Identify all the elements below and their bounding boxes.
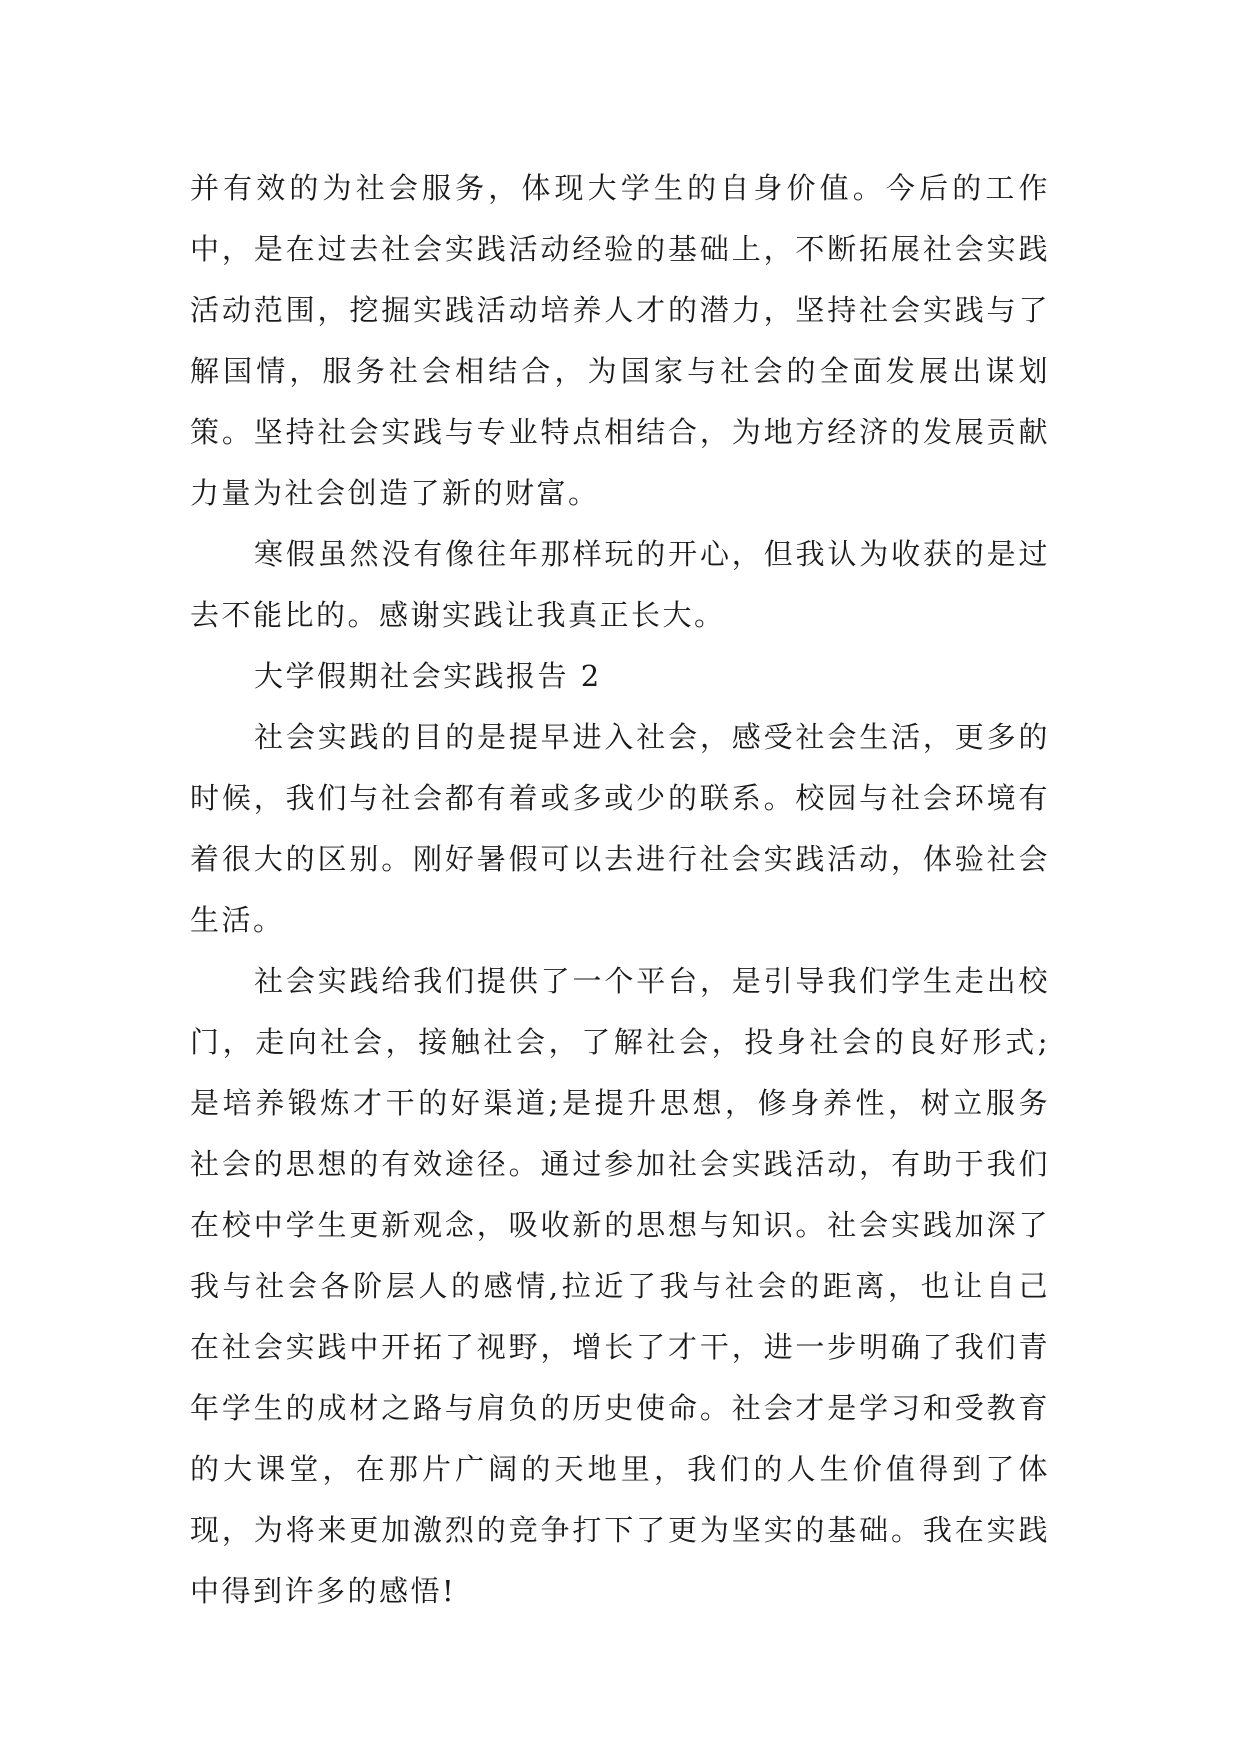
document-body: [190, 158, 1050, 1622]
paragraph-winter-break: 寒假虽然没有像往年那样玩的开心，但我认为收获的是过去不能比的。感谢实践让我真正长大。: [190, 537, 1050, 632]
section-heading: 大学假期社会实践报告 2: [254, 659, 602, 693]
paragraph-platform: 社会实践给我们提供了一个平台，是引导我们学生走出校门，走向社会，接触社会，了解社会，投身社会的良好形式;是培养锻炼才干的好渠道;是提升思想，修身养性，树立服务社会的思想的有效途径。通过参加社会实践活动，有助于我们在校中学生更新观念，吸收新的思想与知识。社会实践加深了我与社会各阶层人的感情,拉近了我与社会的距离，也让自己在社会实践中开拓了视野，增长了才干，进一步明确了我们青年学生的成材之路与肩负的历史使命。社会才是学习和受教育的大课堂，在那片广阔的天地里，我们的人生价值得到了体现，为将来更加激烈的竞争打下了更为坚实的基础。我在实践中得到许多的感悟!: [190, 964, 1050, 1608]
paragraph-continuation: 并有效的为社会服务，体现大学生的自身价值。今后的工作中，是在过去社会实践活动经验的基础上，不断拓展社会实践活动范围，挖掘实践活动培养人才的潜力，坚持社会实践与了解国情，服务社会相结合，为国家与社会的全面发展出谋划策。坚持社会实践与专业特点相结合，为地方经济的发展贡献力量为社会创造了新的财富。: [190, 171, 1050, 510]
paragraph-purpose: 社会实践的目的是提早进入社会，感受社会生活，更多的时候，我们与社会都有着或多或少的联系。校园与社会环境有着很大的区别。刚好暑假可以去进行社会实践活动，体验社会生活。: [190, 720, 1050, 937]
